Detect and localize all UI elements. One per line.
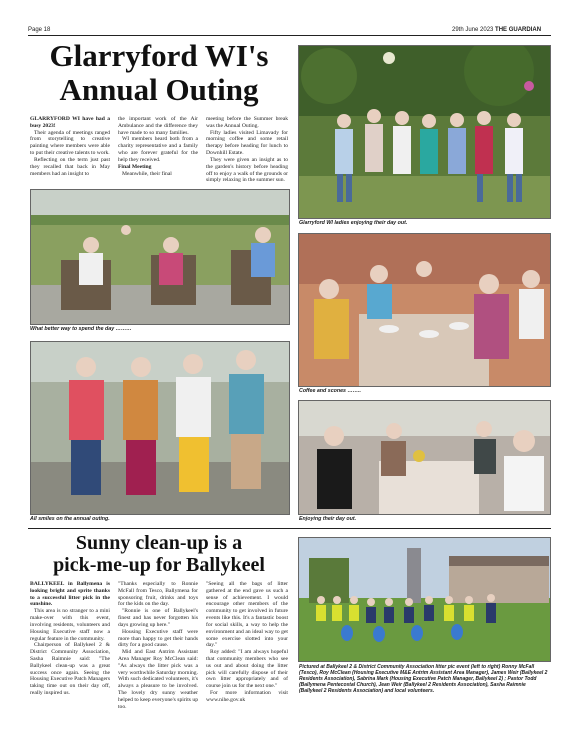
caption-photo-smiles: All smiles on the annual outing. bbox=[30, 516, 110, 522]
story2-headline-line2: pick-me-up for Ballykeel bbox=[53, 554, 265, 576]
caption-photo-garden: Glarryford WI ladies enjoying their day out. bbox=[299, 220, 408, 226]
story1-column-1 bbox=[30, 116, 110, 177]
story1-paragraph: Their agenda of meetings ranged from storytelling to creative painting where members were able to put their creative talents to work. bbox=[30, 129, 110, 157]
photo-litter-pick bbox=[298, 537, 551, 662]
caption-photo-litter: Pictured at Ballykeel 2 & District Community Association litter pic event (left to right) Ronny McFall (Tesco), Roy McClean (Housing Executive M&E Antrim Assistant Area Manager), James Weir (Ballykeel 2 Residents Association), Sabrina Mark (Housing Executive Patch Manager, Ballykeel 2) ; Pastor Todd (Ballymena Pentecostal Church), Jean Weir (Ballykeel 2 Residents Association), Sasha Raimnie (Ballykeel 2 Residents Association) and local volunteers. bbox=[299, 664, 548, 694]
issue-date-text: 29th June 2023 bbox=[452, 27, 494, 33]
story2-paragraph: "Seeing all the bags of litter gathered at the end gave us such a sense of achievement. I would encourage other members of the community to get involved in future events like this. It's a fantastic boost for social skills, a way to help the environment and an ideal way to get some exercise slotted into your day." bbox=[206, 581, 288, 649]
masthead-name: THE GUARDIAN bbox=[495, 27, 542, 33]
story2-column-3 bbox=[206, 581, 288, 704]
story1-paragraph: meeting before the Summer break was the Annual Outing. bbox=[206, 116, 288, 129]
story1-paragraph: They were given an insight as to the garden's history before heading off to enjoy a walk of the grounds or simply relaxing in the summer sun. bbox=[206, 156, 288, 184]
story2-paragraph: Mid and East Antrim Assistant Area Manager Roy McClean said: "As always the litter pick was a very worthwhile Saturday morning. With such dedicated volunteers, it's always a pleasure to be involved. The lovely dry sunny weather helped to keep everyone's spirits up too. bbox=[118, 649, 198, 710]
photo-all-smiles bbox=[30, 341, 290, 515]
story2-column-1 bbox=[30, 581, 110, 697]
story-divider bbox=[28, 528, 551, 529]
story1-paragraph: the important work of the Air Ambulance and the difference they have made to so many families. bbox=[118, 116, 198, 136]
story2-paragraph: "Ronnie is one of Ballykeel's finest and has never forgotten his days growing up here." bbox=[118, 608, 198, 628]
story2-column-2 bbox=[118, 581, 198, 710]
story1-headline bbox=[28, 40, 290, 105]
story2-paragraph: "Thanks especially to Ronnie McFall from Tesco, Ballymena for sponsoring fruit, drinks and toys for the kids on the day. bbox=[118, 581, 198, 608]
photo-enjoying-day bbox=[298, 400, 551, 515]
story1-paragraph: Meanwhile, their final bbox=[122, 170, 172, 177]
story2-paragraph: Chairperson of Ballykeel 2 & District Community Association, Sasha Raimnie said: "The Ballykeel clean-up was a great success once again. Seeing the Housing Executive Patch Managers taking time out on their day off, really inspired us. bbox=[30, 642, 111, 696]
story1-column-3 bbox=[206, 116, 288, 184]
header-rule bbox=[28, 35, 551, 36]
story2-paragraph: Roy added: "I am always hopeful that community members who see us out and about doing the litter pick will carefully dispose of their own litter appropriately and of course join us for the next one." bbox=[206, 649, 288, 690]
caption-photo-lawn: What better way to spend the day ……… bbox=[30, 326, 132, 332]
story2-paragraph: Housing Executive staff were more than happy to get their hands dirty for a good cause. bbox=[118, 628, 198, 649]
issue-date bbox=[452, 27, 541, 33]
story2-paragraph: This area is no stranger to a mini make-over with this event, involving residents, volunteers and Housing Executive staff now a regular feature in the community. bbox=[30, 608, 110, 642]
story1-lead: GLARRYFORD WI have had a busy 2023! bbox=[30, 116, 110, 129]
story1-headline-line2: Annual Outing bbox=[59, 72, 259, 107]
caption-photo-coffee: Coffee and scones …….. bbox=[299, 388, 362, 394]
story1-subhead: Final Meeting bbox=[118, 163, 152, 170]
story2-paragraph: For more information visit www.nihe.gov.uk bbox=[206, 690, 288, 703]
story2-headline-line1: Sunny clean-up is a bbox=[75, 532, 243, 554]
story1-paragraph: Fifty ladies visited Limavady for morning coffee and some retail therapy before heading for lunch to Downhill Estate. bbox=[206, 129, 288, 157]
photo-lawn-chairs bbox=[30, 189, 290, 325]
story1-paragraph: WI members heard both from a charity representative and a family who are forever grateful for the help they received. bbox=[118, 136, 198, 163]
photo-coffee-scones bbox=[298, 233, 551, 387]
caption-photo-enjoying: Enjoying their day out. bbox=[299, 516, 357, 522]
story2-headline bbox=[28, 533, 290, 575]
story1-paragraph: Reflecting on the term just past they recalled that back in May members had an insight to bbox=[30, 156, 110, 177]
story1-headline-line1: Glarryford WI's bbox=[49, 38, 269, 73]
story2-lead: BALLYKEEL in Ballymena is looking bright and sprite thanks to a successful litter pick in the sunshine. bbox=[30, 581, 110, 608]
photo-group-garden bbox=[298, 45, 551, 219]
page-number: Page 18 bbox=[28, 27, 51, 33]
story1-column-2 bbox=[118, 116, 198, 177]
